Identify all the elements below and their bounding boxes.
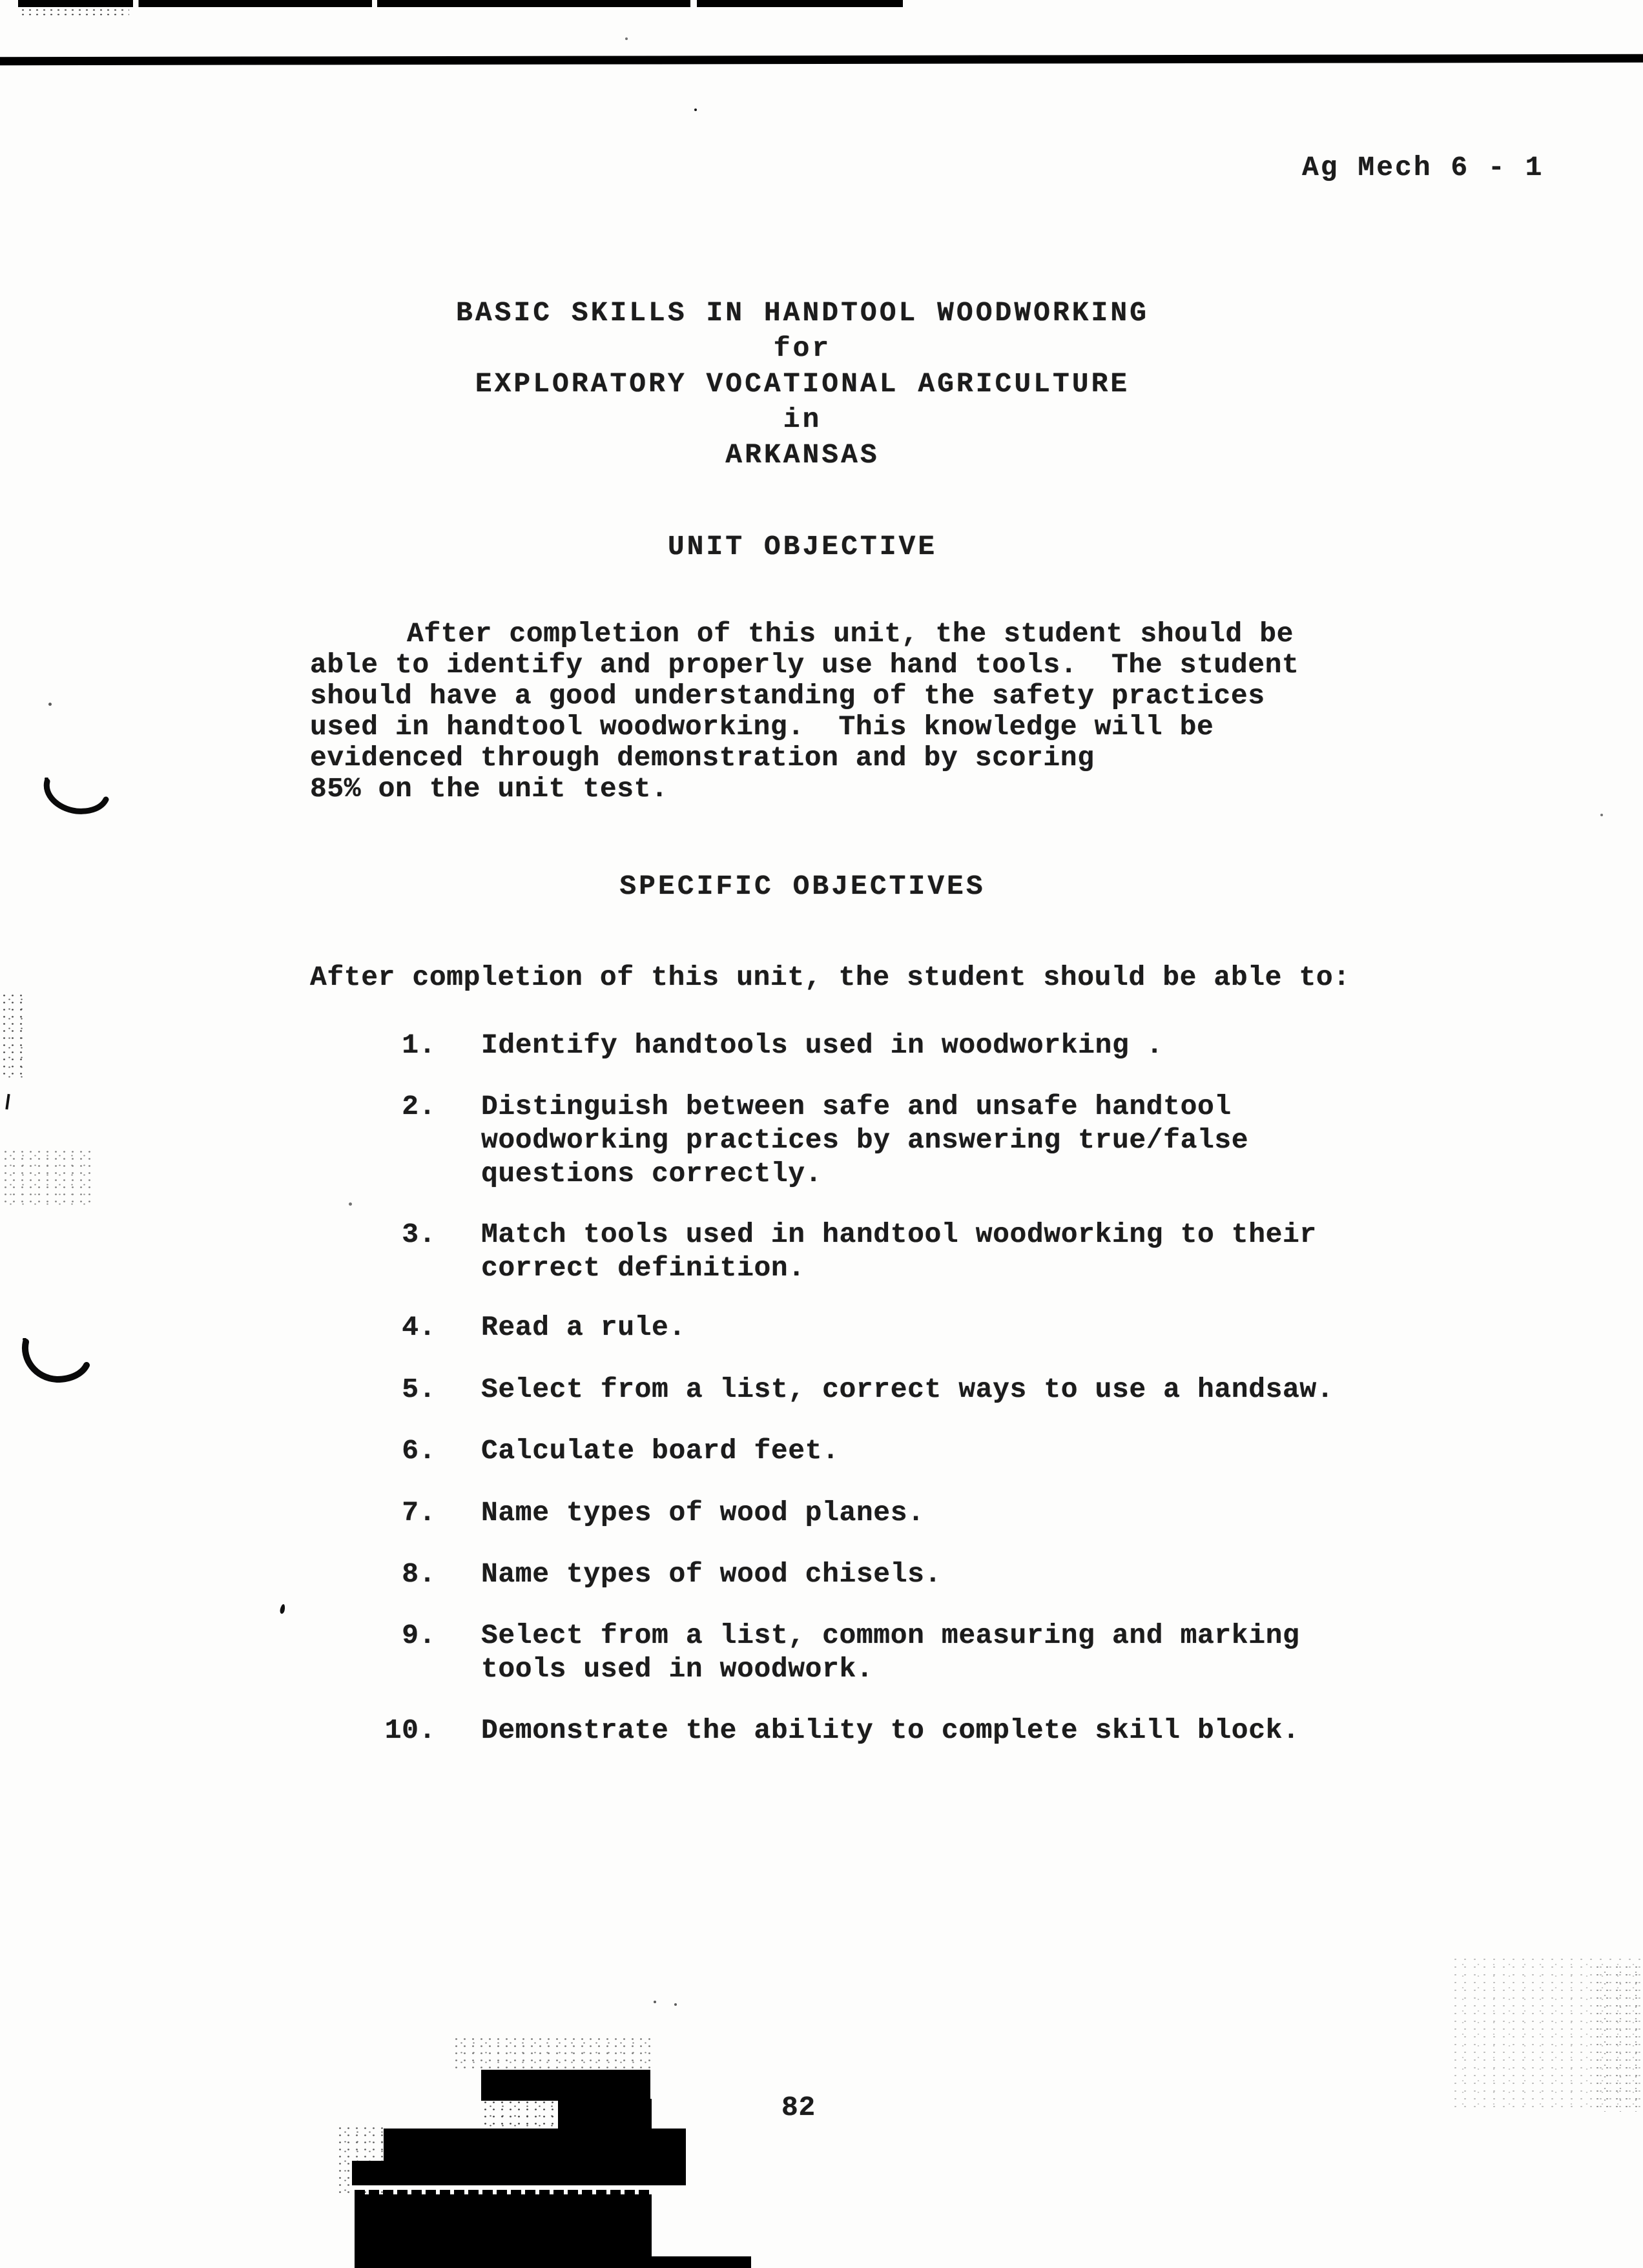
- objective-text-line: Match tools used in handtool woodworking to their: [481, 1219, 1317, 1250]
- paragraph-line: should have a good understanding of the safety practices: [310, 680, 1265, 712]
- paragraph-line: After completion of this unit, the student should be: [407, 618, 1294, 650]
- objective-number: 4.: [402, 1312, 436, 1343]
- scan-artifact-blob-tier-1: [481, 2070, 650, 2101]
- scan-artifact-blob-band: [352, 2161, 686, 2185]
- title-line-3: EXPLORATORY VOCATIONAL AGRICULTURE: [475, 368, 1130, 400]
- objective-item-3: [402, 1218, 1398, 1285]
- objective-text-line: Select from a list, common measuring and marking: [481, 1620, 1300, 1651]
- objective-number: 9.: [402, 1620, 436, 1651]
- objective-text-line: Calculate board feet.: [481, 1435, 840, 1467]
- objective-text-line: tools used in woodwork.: [481, 1653, 874, 1685]
- scan-artifact-top-bar-fragment: [19, 8, 129, 17]
- objective-number: 10.: [384, 1715, 436, 1746]
- scan-speck: [349, 1202, 352, 1206]
- objective-item-10: [384, 1714, 1398, 1747]
- objective-text-line: Name types of wood planes.: [481, 1497, 925, 1529]
- scan-artifact-top-bar: [18, 0, 903, 7]
- title-line-4: in: [783, 404, 822, 435]
- specific-objectives-heading: SPECIFIC OBJECTIVES: [619, 871, 986, 902]
- title-block: [304, 297, 1301, 471]
- paragraph-line: evidenced through demonstration and by scoring: [310, 742, 1095, 774]
- paragraph-line: used in handtool woodworking. This knowledge will be: [310, 711, 1214, 743]
- scan-artifact-horizontal-rule: [0, 54, 1643, 65]
- scan-artifact-blob-column: [558, 2099, 652, 2131]
- objective-text-line: woodworking practices by answering true/false: [481, 1124, 1249, 1156]
- objective-item-4: [402, 1311, 1398, 1345]
- unit-objective-section: [304, 531, 1301, 563]
- scan-artifact-left-mark: [5, 1094, 10, 1109]
- objective-number: 7.: [402, 1497, 436, 1529]
- scan-artifact-blob-main: [355, 2194, 652, 2268]
- scan-artifact-left-speckle-2: [1, 1148, 92, 1208]
- title-line-2: for: [773, 333, 832, 364]
- specific-objectives-section: [304, 871, 1301, 903]
- objective-number: 6.: [402, 1435, 436, 1467]
- objective-text-line: questions correctly.: [481, 1158, 823, 1190]
- scan-artifact-noise-cloud-edge: [1593, 1963, 1643, 2112]
- specific-objectives-intro: After completion of this unit, the student should be able to:: [310, 962, 1350, 993]
- scan-speck: [654, 2001, 656, 2003]
- objective-item-5: [402, 1373, 1398, 1407]
- objective-item-6: [402, 1434, 1398, 1468]
- objective-text-line: Read a rule.: [481, 1312, 686, 1343]
- title-line-5: ARKANSAS: [725, 439, 880, 471]
- scan-artifact-pen-curve-2: [19, 1338, 92, 1386]
- paragraph-line: 85% on the unit test.: [310, 773, 668, 805]
- page-number: 82: [781, 2092, 816, 2123]
- objective-item-7: [402, 1496, 1398, 1530]
- scan-speck: [1600, 814, 1603, 816]
- scan-artifact-comma-mark: [280, 1603, 286, 1614]
- unit-objective-heading: UNIT OBJECTIVE: [667, 531, 938, 562]
- scan-speck: [694, 108, 697, 111]
- scan-artifact-left-speckle-1: [0, 992, 28, 1080]
- scan-artifact-blob-speckle-left: [481, 2099, 559, 2131]
- objective-text-line: Identify handtools used in woodworking .: [481, 1029, 1164, 1061]
- objective-item-1: [402, 1029, 1398, 1062]
- objective-item-8: [402, 1558, 1398, 1591]
- scan-artifact-blob-tier-2: [384, 2129, 686, 2162]
- objective-text-line: Distinguish between safe and unsafe handtool: [481, 1091, 1232, 1122]
- objective-number: 2.: [402, 1091, 436, 1122]
- objective-number: 1.: [402, 1029, 436, 1061]
- scan-artifact-pen-curve-1: [43, 778, 110, 819]
- scan-artifact-blob-dashline: [355, 2190, 652, 2194]
- objective-item-2: [402, 1090, 1398, 1191]
- objective-text-line: Demonstrate the ability to complete skill block.: [481, 1715, 1300, 1746]
- scan-speck: [48, 703, 52, 706]
- objective-number: 3.: [402, 1219, 436, 1250]
- scan-artifact-blob-strip: [651, 2256, 751, 2268]
- scan-artifact-blob-fringe-top: [452, 2036, 652, 2069]
- title-line-1: BASIC SKILLS IN HANDTOOL WOODWORKING: [456, 297, 1149, 329]
- objective-text-line: Select from a list, correct ways to use a handsaw.: [481, 1374, 1334, 1405]
- objective-item-9: [402, 1619, 1398, 1686]
- scan-speck: [674, 2003, 677, 2006]
- objective-number: 8.: [402, 1558, 436, 1590]
- objective-number: 5.: [402, 1374, 436, 1405]
- paragraph-line: able to identify and properly use hand tools. The student: [310, 649, 1299, 681]
- objective-text-line: correct definition.: [481, 1252, 805, 1284]
- unit-objective-paragraph: [310, 619, 1356, 805]
- scan-speck: [625, 37, 628, 40]
- page-header-code: Ag Mech 6 - 1: [1302, 152, 1544, 183]
- objective-text-line: Name types of wood chisels.: [481, 1558, 942, 1590]
